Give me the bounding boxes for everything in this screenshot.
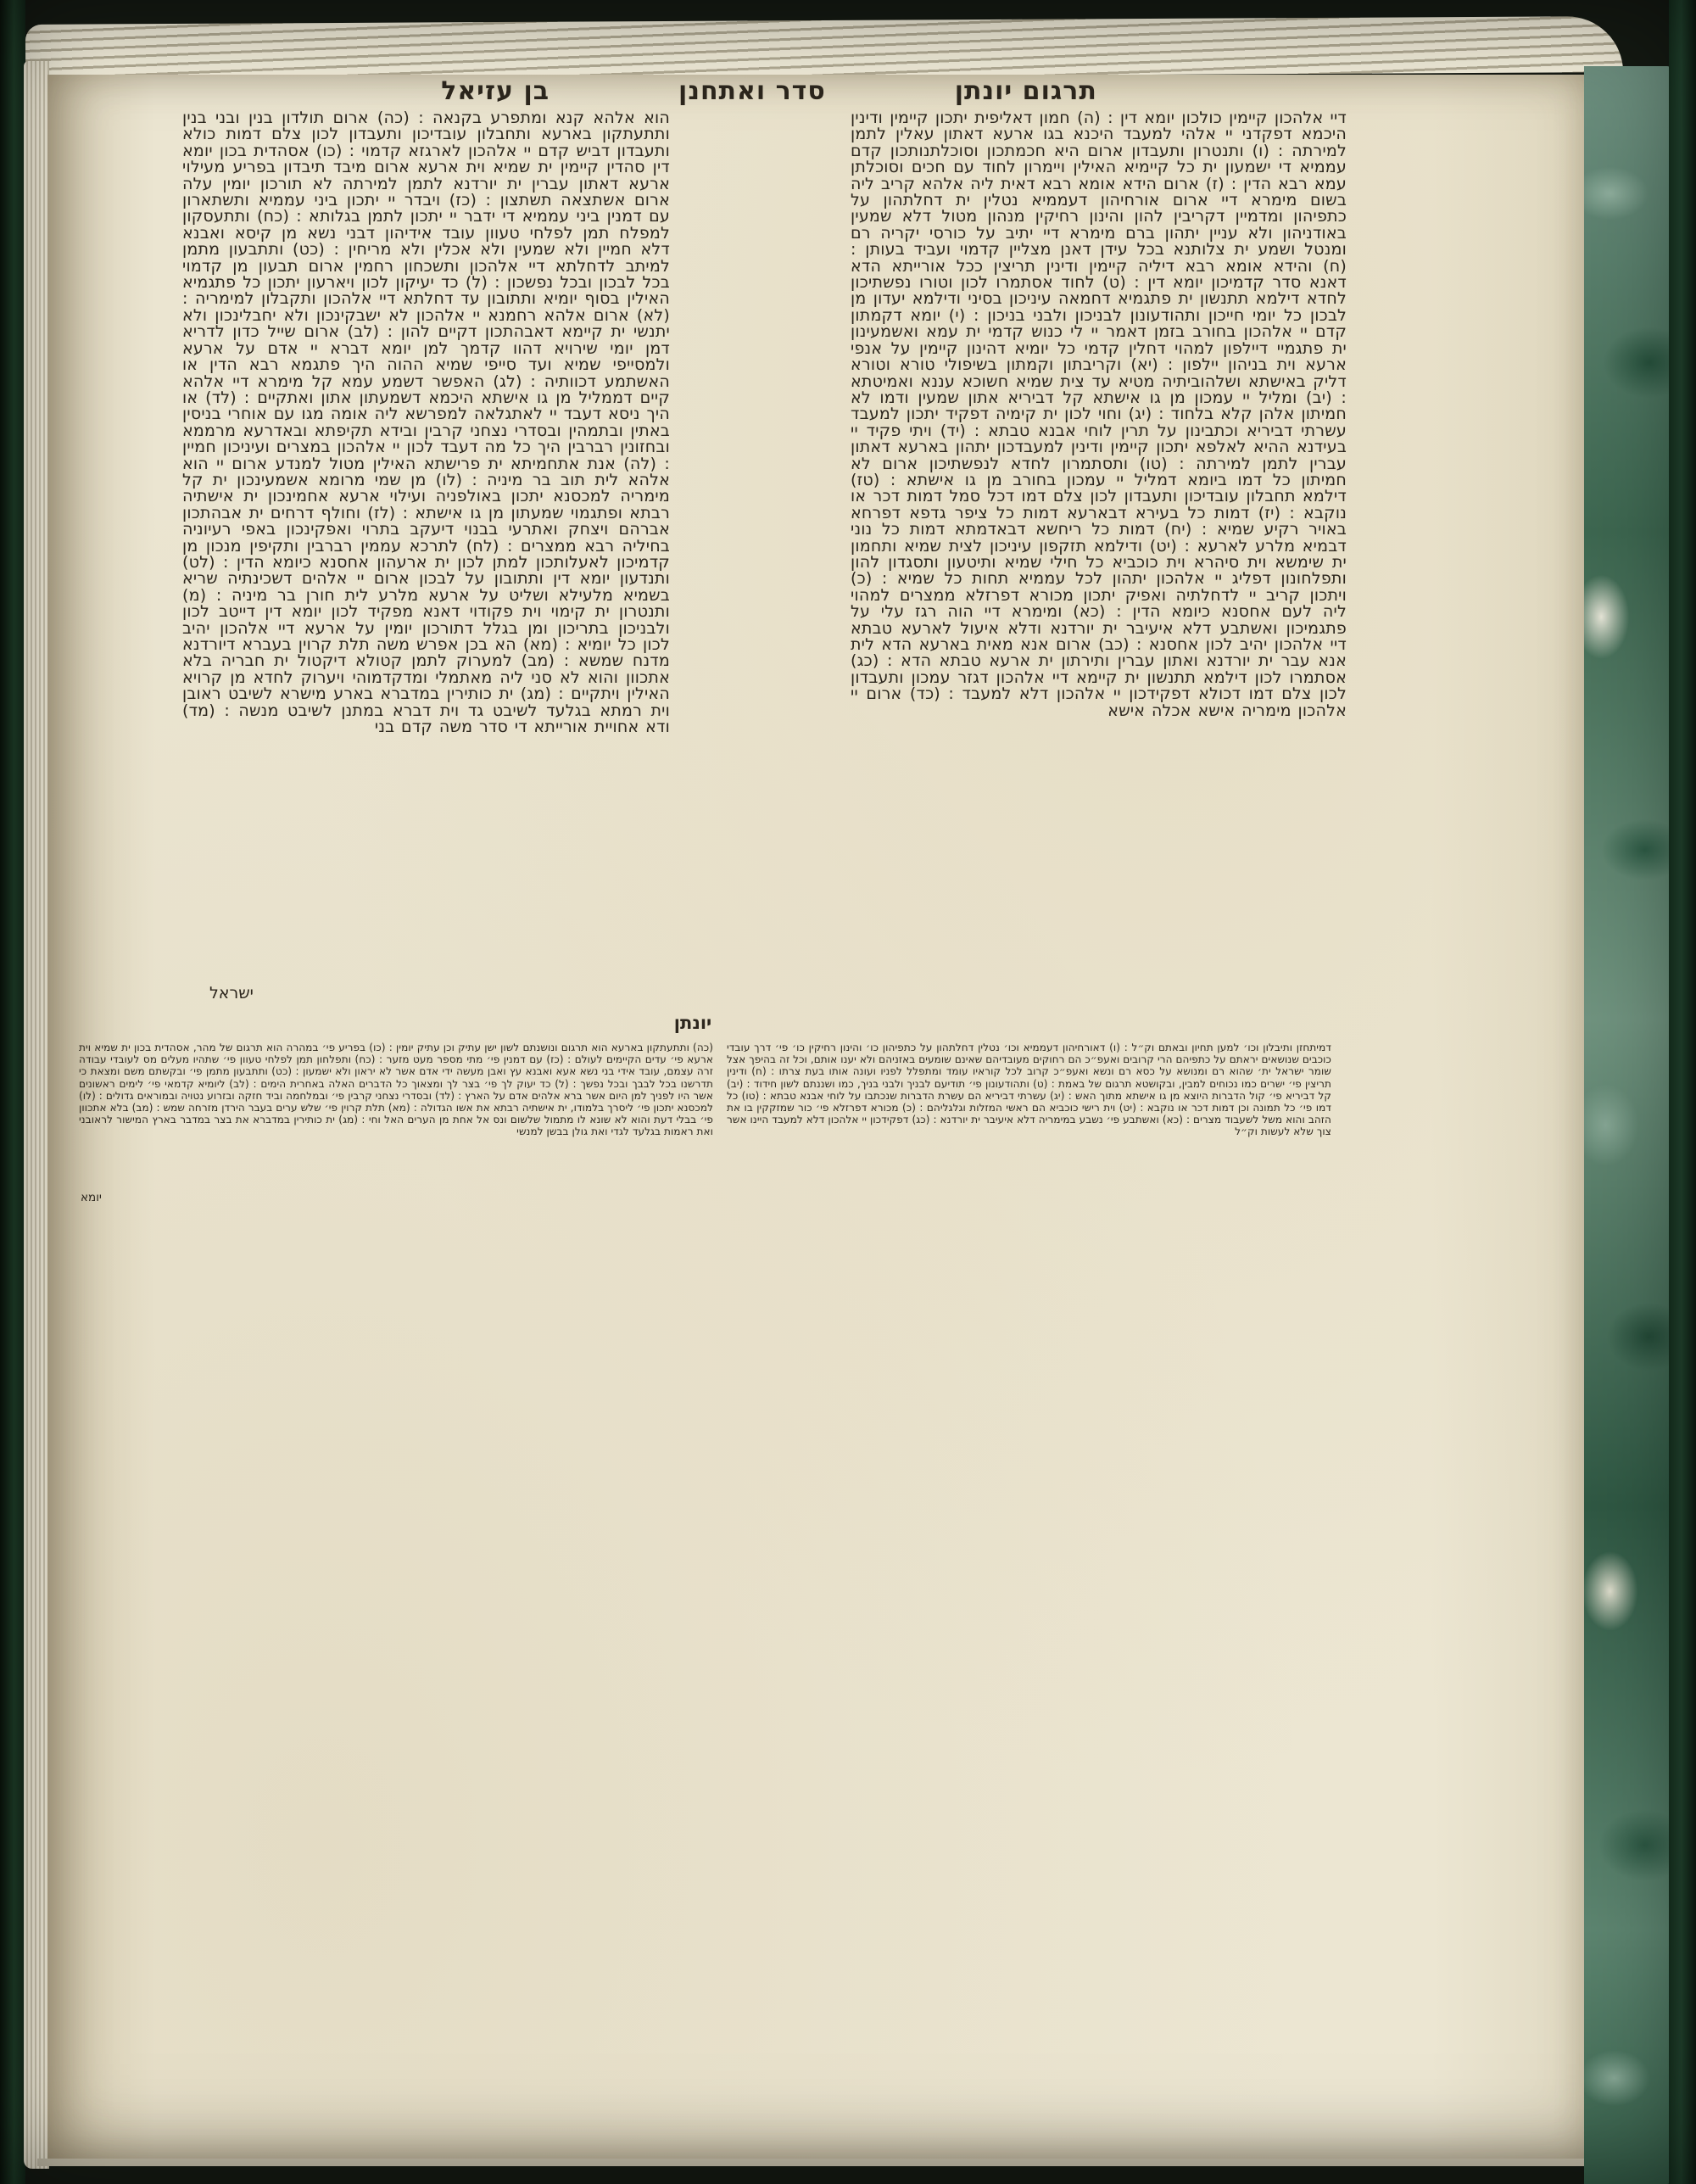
running-head-center: סדר ואתחנן [678,76,826,106]
marbled-fore-edge [1584,66,1671,2184]
page-stack-left-edge [24,61,49,2169]
catchword: יומא [81,1191,102,1204]
page-stack-bottom-edge [37,2159,1615,2166]
commentary-column-left: (כה) ותתעתקון בארעא הוא תרגום ונושנתם לשון ישן עתיק וכן עתיק יומין : (כו) בפריע פי׳ במהרה הוא תרגום של מהר, אסהדית בכון ית שמיא וית ארעא פי׳ עדים הקיימים לעולם : (כז) עם דמנין פי׳ מתי מספר מעט מזער : (כח) ותפלחון תמן לפלחי טעוון פי׳ שתהיו מעלים מס לעובדי עבודה זרה עצמם, עובד אידי בני נשא אעא ואבנא עץ ואבן מעשה ידי אדם אשר לא יראון ולא ישמעון : (כט) ותתבעון מתמן פי׳ ובקשתם משם ומצאת כי תדרשנו בכל לבבך ובכל נפשך : (ל) כד יעוק לך פי׳ בצר לך ומצאוך כל הדברים האלה באחרית הימים : (לב) ליומיא קדמאי פי׳ לימים ראשונים אשר היו לפניך למן היום אשר ברא אלהים אדם על הארץ : (לד) ובסדרי נצחני קרבין פי׳ ובמלחמה וביד חזקה ובזרוע נטויה ובמוראים גדולים : (לו) למכסנא יתכון פי׳ ליסרך בלמודו, ית אישתיה רבתא את אשו הגדולה : (מא) תלת קרוין פי׳ שלש ערים בעבר הירדן מזרחה שמש : (מב) בלא אתכוון פי׳ בבלי דעת והוא לא שונא לו מתמול שלשום ונס אל אחת מן הערים האל וחי : (מג) ית כותירין במדברא את בצר במדבר בארץ המישור לראובני ואת ראמות בגלעד לגדי ואת גולן בבשן למנשי [79,1042,713,1138]
targum-final-word: ישראל [209,984,254,1003]
book-page [47,75,1584,2159]
running-head-left: בן עזיאל [441,76,550,106]
page-stack-top-edge [25,16,1623,81]
commentary-block [79,1042,1331,1187]
targum-column-left: הוא אלהא קנא ומתפרע בקנאה : (כה) ארום תולדון בנין ובני בנין ותתעתקון בארעא ותחבלון עובדיכון ותעבדון לכון צלם דמות כולא ותעבדון דביש קדם יי אלהכון לארגזא קדמוי : (כו) אסהדית בכון יומא דין סהדין קיימין ית שמיא וית ארעא ארום מיבד תיבדון בפריע מעילוי ארעא דאתון עברין ית יורדנא לתמן למירתה לא תורכון יומין עלה ארום אשתצאה תשתצון : (כז) ויבדר יי יתכון ביני עממיא ותשתארון עם דמנין ביני עממיא די ידבר יי יתכון לתמן בגלותא : (כח) ותתעסקון למפלח תמן לפלחי טעוון עובד אידיהון דבני נשא מן קיסא ואבנא דלא חמיין ולא שמעין ולא אכלין ולא מריחין : (כט) ותתבעון מתמן למיתב לדחלתא דיי אלהכון ותשכחון רחמין ארום תבעון מן קדמוי בכל לבכון ובכל נפשכון : (ל) כד יעיקון לכון ויארעון יתכון כל פתגמיא האילין בסוף יומיא ותתובון עד דחלתא דיי אלהכון ותקבלון למימריה : (לא) ארום אלהא רחמנא יי אלהכון לא ישבקינכון ולא יחבלינכון ולא יתנשי ית קיימא דאבהתכון דקיים להון : (לב) ארום שייל כדון לדריא דמן יומי שירויא דהוו קדמך למן יומא דברא יי אדם על ארעא ולמסייפי שמיא ועד סייפי שמיא ההוה היך פתגמא רבא הדין או האשתמע דכוותיה : (לג) האפשר דשמע עמא קל מימרא דיי אלהא קיים דממליל מן גו אישתא היכמא דשמעתון אתון ואתקיים : (לד) או היך ניסא דעבד יי לאתגלאה למפרשא ליה אומה מגו עם אוחרי בניסין באתין ובתמהין ובסדרי נצחני קרבין ובידא תקיפתא ובאדרעא מרממא ובחזונין רברבין היך כל מה דעבד לכון יי אלהכון במצרים ועיניכון חמיין : (לה) אנת אתחמיתא ית פרישתא האילין מטול למנדע ארום יי הוא אלהא לית תוב בר מיניה : (לו) מן שמי מרומא אשמעינכון ית קל מימריה למכסנא יתכון באולפניה ועילוי ארעא אחמינכון ית אישתיה רבתא ופתגמוי שמעתון מן גו אישתא : (לז) וחולף דרחים ית אבהתכון אברהם ויצחק ואתרעי בבנוי דיעקב בתרוי ואפקינכון באפי רעיוניה בחיליה רבא ממצרים : (לח) לתרכא עממין רברבין ותקיפין מנכון מן קדמיכון לאעלותכון למתן לכון ית ארעהון אחסנא כיומא הדין : (לט) ותנדעון יומא דין ותתובון על לבכון ארום יי אלהים דשכינתיה שריא בשמיא מלעילא ושליט על ארעא מלרע לית חורן בר מיניה : (מ) ותנטרון ית קימוי וית פקודוי דאנא מפקיד לכון יומא דין דייטב לכון ולבניכון בתריכון ומן בגלל דתורכון יומין על ארעא דיי אלהכון יהיב לכון כל יומיא : (מא) הא בכן אפרש משה תלת קרוין בעברא דיורדנא מדנח שמשא : (מב) למערוק לתמן קטולא דיקטול ית חבריה בלא אתכוון והוא לא סני ליה מאתמלי ומדקדמוהי ויערוק לחדא מן קרויא האילין ויתקיים : (מג) ית כותירין במדברא בארע מישרא לשיבט ראובן וית רמתא בגלעד לשיבט גד וית דברא במתנן לשיבט מנשה : (מד) ודא אחויית אורייתא די סדר משה קדם בני [182,110,670,737]
running-head-right: תרגום יונתן [954,76,1097,106]
book-cover-right [1669,0,1696,2184]
targum-column-right: דיי אלהכון קיימין כולכון יומא דין : (ה) חמון דאליפית יתכון קיימין ודינין היכמא דפקדני יי אלהי למעבד היכנא בגו ארעא דאתון עאלין לתמן למירתה : (ו) ותנטרון ותעבדון ארום היא חכמתכון וסוכלתנותכון קדם עממיא די ישמעון ית כל קיימיא האילין ויימרון לחוד עם חכים וסוכלתן עמא רבא הדין : (ז) ארום הידא אומא רבא דאית ליה אלהא קריב ליה בשום מימרא דיי ארום אורחיהון דעממיא נטלין ית דחלתהון על כתפיהון ומדמיין דקריבין להון והינון רחיקין מנהון מטול דלא שמעין באודניהון ולא עניין יתהון ברם מימרא דיי יתיב על כורסי יקריה רם ומנטל ושמע ית צלותנא בכל עידן דאנן מצליין קדמוי ועביד בעותן : (ח) והידא אומא רבא דיליה קיימין ודינין תריצין ככל אורייתא הדא דאנא סדר קדמיכון יומא דין : (ט) לחוד אסתמרו לכון וטורו נפשתיכון לחדא דילמא תתנשון ית פתגמיא דחמאה עיניכון בסיני ודילמא יעדון מן לבכון כל יומי חייכון ותהודעונון לבניכון ולבני בניכון : (י) יומא דקמתון קדם יי אלהכון בחורב בזמן דאמר יי לי כנוש קדמי ית עמא ואשמעינון ית פתגמיי דיילפון למהוי דחלין קדמי כל יומיא דהינון קיימין על אנפי ארעא וית בניהון יילפון : (יא) וקריבתון וקמתון בשיפולי טורא וטורא דליק באישתא ושלהוביתיה מטיא עד צית שמיא חשוכא עננא ואמיטתא : (יב) ומליל יי עמכון מן גו אישתא קל דביריא אתון שמעין ודמו לא חמיתון אלהן קלא בלחוד : (יג) וחוי לכון ית קימיה דפקיד יתכון למעבד עשרתי דביריא וכתבינון על תרין לוחי אבנא טבתא : (יד) ויתי פקיד יי בעידנא ההיא לאלפא יתכון קיימין ודינין למעבדכון יתהון בארעא דאתון עברין לתמן למירתה : (טו) ותסתמרון לחדא לנפשתיכון ארום לא חמיתון כל דמו ביומא דמליל יי עמכון בחורב מן גו אישתא : (טז) דילמא תחבלון עובדיכון ותעבדון לכון צלם דמו דכל סמל דמות דכר או נוקבא : (יז) דמות כל בעירא דבארעא דמות כל ציפר גדפא דפרחא באויר רקיע שמיא : (יח) דמות כל ריחשא דבאדמתא דמות כל נוני דבמיא מלרע לארעא : (יט) ודילמא תזקפון עיניכון לצית שמיא ותחמון ית שימשא וית סיהרא וית כוכביא כל חילי שמיא ותיטעון ותסגדון להון ותפלחונון דפליג יי אלהכון יתהון לכל עממיא תחות כל שמיא : (כ) ויתכון קריב יי לדחלתיה ואפיק יתכון מכורא דפרזלא ממצרים למהוי ליה לעם אחסנא כיומא הדין : (כא) ומימרא דיי הוה רגז עלי על פתגמיכון ואשתבע דלא איעיבר ית יורדנא ודלא איעול לארעא טבתא דיי אלהכון יהיב לכון אחסנא : (כב) ארום אנא מאית בארעא הדא לית אנא עבר ית יורדנא ואתון עברין ותירתון ית ארעא טבתא הדא : (כג) אסתמרו לכון דילמא תתנשון ית קיימא דיי אלהכון דגזר עמכון ותעבדון לכון צלם דמו דכולא דפקידכון יי אלהכון דלא למעבד : (כד) ארום יי אלהכון מימריה אישא אכלה אישא [851,110,1347,720]
commentary-title: יונתן [673,1013,712,1033]
commentary-column-right: דמיתחזן ותיבלון וכו׳ למען תחיון ובאתם וק״ל : (ו) דאורחיהון דעממיא וכו׳ נטלין דחלתהון על כתפיהון כו׳ והינון רחיקין כו׳ פי׳ דרך עובדי כוכבים שנושאים יראתם על כתפיהם הרי קרובים ואעפ״כ הם רחוקים מעובדיהם שאינם שומעים באזניהם ולא יענו אותם, וכל זה בהיפך אצל שומר ישראל ית׳ שהוא רם ומנושא על כסא רם ונשא ואעפ״כ קרוב לכל קוראיו עומד ומתפלל לפניו ועונה אותו בעת צרתו : (ח) ודינין תריצין פי׳ ישרים כמו נכוחים למבין, ובקושטא תרגום של באמת : (ט) ותהודעונון פי׳ תודיעם לבניך ולבני בניך, כמו ושננתם לשון חידוד : (יב) קל דביריא פי׳ קול הדברות היוצא מן גו אישתא מתוך האש : (יג) עשרתי דביריא הם עשרת הדברות שנכתבו על לוחי אבנא טבתא : (טו) כל דמו פי׳ כל תמונה וכן דמות דכר או נוקבא : (יט) וית רישי כוכביא הם ראשי המזלות וגלגליהם : (כ) מכורא דפרזלא פי׳ כור שמזקקין בו את הזהב והוא משל לשעבוד מצרים : (כא) ואשתבע פי׳ נשבע במימריה דלא איעיבר ית יורדנא : (כג) דפקידכון יי אלהכון דלא למעבד היינו אשר צוך שלא לעשות וק״ל [727,1042,1331,1138]
running-head [1,76,1537,106]
book-cover-left [0,0,25,2184]
targum-text-block [182,110,1347,996]
